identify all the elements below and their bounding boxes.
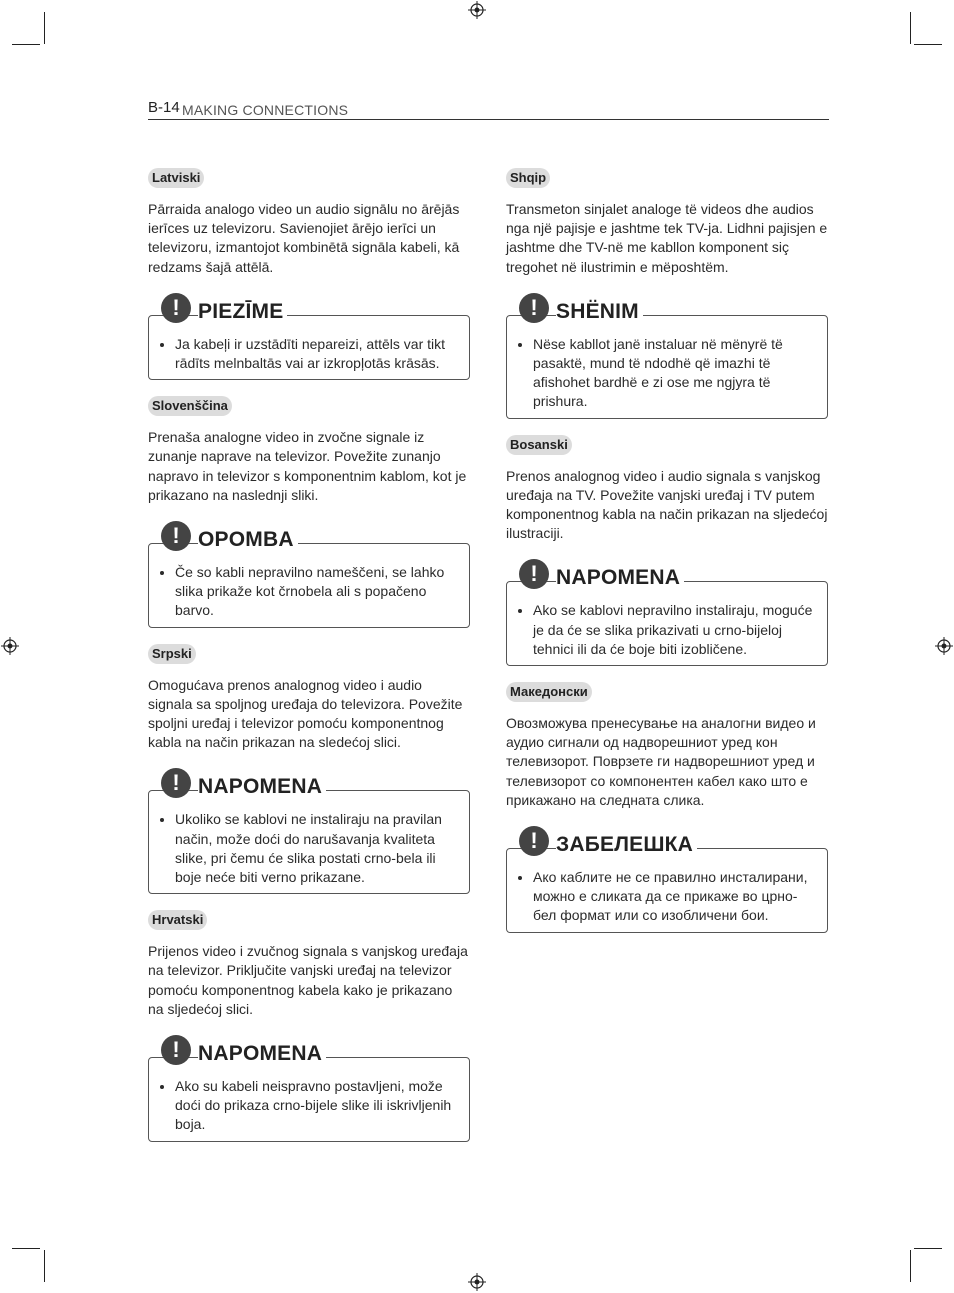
- note-title: NAPOMENA: [198, 775, 326, 799]
- note-item: • Če so kabli nepravilno nameščeni, se lahko slika prikaže kot črnobela ali s popačeno barvo.: [175, 563, 457, 621]
- exclamation-icon: !: [161, 521, 191, 551]
- note-title: ЗАБЕЛЕШКА: [556, 833, 697, 857]
- crop-mark: [12, 44, 40, 45]
- crop-mark: [44, 1250, 45, 1282]
- left-column: [148, 168, 470, 1158]
- page-number: B-14: [148, 99, 180, 116]
- note-box: [506, 559, 828, 666]
- registration-mark-icon: [935, 637, 953, 655]
- crop-mark: [910, 1250, 911, 1282]
- section-title: MAKING CONNECTIONS: [182, 102, 349, 118]
- crop-mark: [914, 44, 942, 45]
- exclamation-icon: !: [161, 293, 191, 323]
- language-section: [506, 435, 828, 666]
- description-text: Prenaša analogne video in zvočne signale iz zunanje naprave na televizor. Povežite zunanjo napravo in televizor s komponentnim kablom, kot je prikazano na naslednji sliki.: [148, 429, 467, 503]
- page-header: [148, 98, 829, 120]
- description-text: Prenos analognog video i audio signala s vanjskog uređaja na TV. Povežite vanjski uređaj i TV putem komponentnog kabla na način prikazan na sljedećoj ilustraciji.: [506, 467, 828, 542]
- note-box: [148, 1035, 470, 1142]
- note-title: OPOMBA: [198, 528, 298, 552]
- note-title: NAPOMENA: [556, 566, 684, 590]
- crop-mark: [12, 1248, 40, 1249]
- note-title: SHËNIM: [556, 300, 643, 324]
- language-section: [148, 168, 470, 380]
- note-item: • Ako su kabeli neispravno postavljeni, može doći do prikaza crno-bijele slike ili iskrivljenih boja.: [175, 1077, 457, 1135]
- crop-mark: [44, 12, 45, 44]
- language-label: Македонски: [506, 682, 592, 702]
- registration-mark-icon: [468, 1273, 486, 1291]
- description-text: Овозможува пренесување на аналогни видео и аудио сигнали од надворешниот уред кон телевизорот. Поврзете ги надворешниот уред и телевизорот со компонентен кабел како што е прикажано на следната слика.: [506, 715, 816, 808]
- note-title: NAPOMENA: [198, 1042, 326, 1066]
- exclamation-icon: !: [519, 293, 549, 323]
- exclamation-icon: !: [519, 826, 549, 856]
- description-text: Omogućava prenos analognog video i audio signala sa spoljnog uređaja do televizora. Povežite spoljni uređaj i televizor pomoću komponentnog kabla na način prikazan na sledećoj slici.: [148, 676, 463, 751]
- note-box: [148, 768, 470, 894]
- exclamation-icon: !: [161, 768, 191, 798]
- crop-mark: [910, 12, 911, 44]
- note-item: • Ukoliko se kablovi ne instaliraju na pravilan način, može doći do narušavanja kvaliteta slike, pri čemu će slika postati crno-bela ili boje neće biti verno prikazane.: [175, 810, 457, 887]
- description-text: Transmeton sinjalet analoge të videos dhe audios nga një pajisje e jashtme tek TV-ja. Lidhni pajisjen e jashtme dhe TV-në me kabllon komponent siç tregohet në ilustrimin e mëposhtëm.: [506, 201, 828, 275]
- language-label: Hrvatski: [148, 910, 207, 930]
- note-item: • Ако каблите не се правилно инсталирани, можно е сликата да се прикаже во црно-бел формат или со изобличени бои.: [533, 868, 815, 926]
- right-column: [506, 168, 828, 949]
- language-label: Latviski: [148, 168, 204, 188]
- language-section: [506, 682, 828, 933]
- language-label: Shqip: [506, 168, 550, 188]
- exclamation-icon: !: [161, 1035, 191, 1065]
- note-item: • Ja kabeļi ir uzstādīti nepareizi, attēls var tikt rādīts melnbaltās vai ar izkropļotās krāsās.: [175, 335, 457, 373]
- language-label: Slovenščina: [148, 396, 232, 416]
- language-label: Srpski: [148, 644, 196, 664]
- language-label: Bosanski: [506, 435, 572, 455]
- description-text: Prijenos video i zvučnog signala s vanjskog uređaja na televizor. Priključite vanjski uređaj na televizor pomoću komponentnog kabela kako je prikazano na sljedećoj slici.: [148, 943, 468, 1017]
- language-section: [506, 168, 828, 419]
- exclamation-icon: !: [519, 559, 549, 589]
- note-box: [148, 521, 470, 628]
- crop-mark: [914, 1248, 942, 1249]
- registration-mark-icon: [468, 1, 486, 19]
- note-title: PIEZĪME: [198, 300, 287, 324]
- description-text: Pārraida analogo video un audio signālu no ārējās ierīces uz televizoru. Savienojiet ārējo ierīci un televizoru, izmantojot kombinētā signāla kabeli, kā redzams šajā attēlā.: [148, 201, 460, 275]
- note-item: • Nëse kabllot janë instaluar në mënyrë të pasaktë, mund të ndodhë që imazhi të afishohet bardhë e zi ose me ngjyra të prishura.: [533, 335, 815, 412]
- note-item: • Ako se kablovi nepravilno instaliraju, moguće je da će se slika prikazivati u crno-bijeloj tehnici ili da će boje biti izobličene.: [533, 601, 815, 659]
- note-box: [148, 293, 470, 380]
- note-box: [506, 293, 828, 419]
- registration-mark-icon: [1, 637, 19, 655]
- note-box: [506, 826, 828, 933]
- language-section: [148, 910, 470, 1141]
- language-section: [148, 644, 470, 895]
- language-section: [148, 396, 470, 627]
